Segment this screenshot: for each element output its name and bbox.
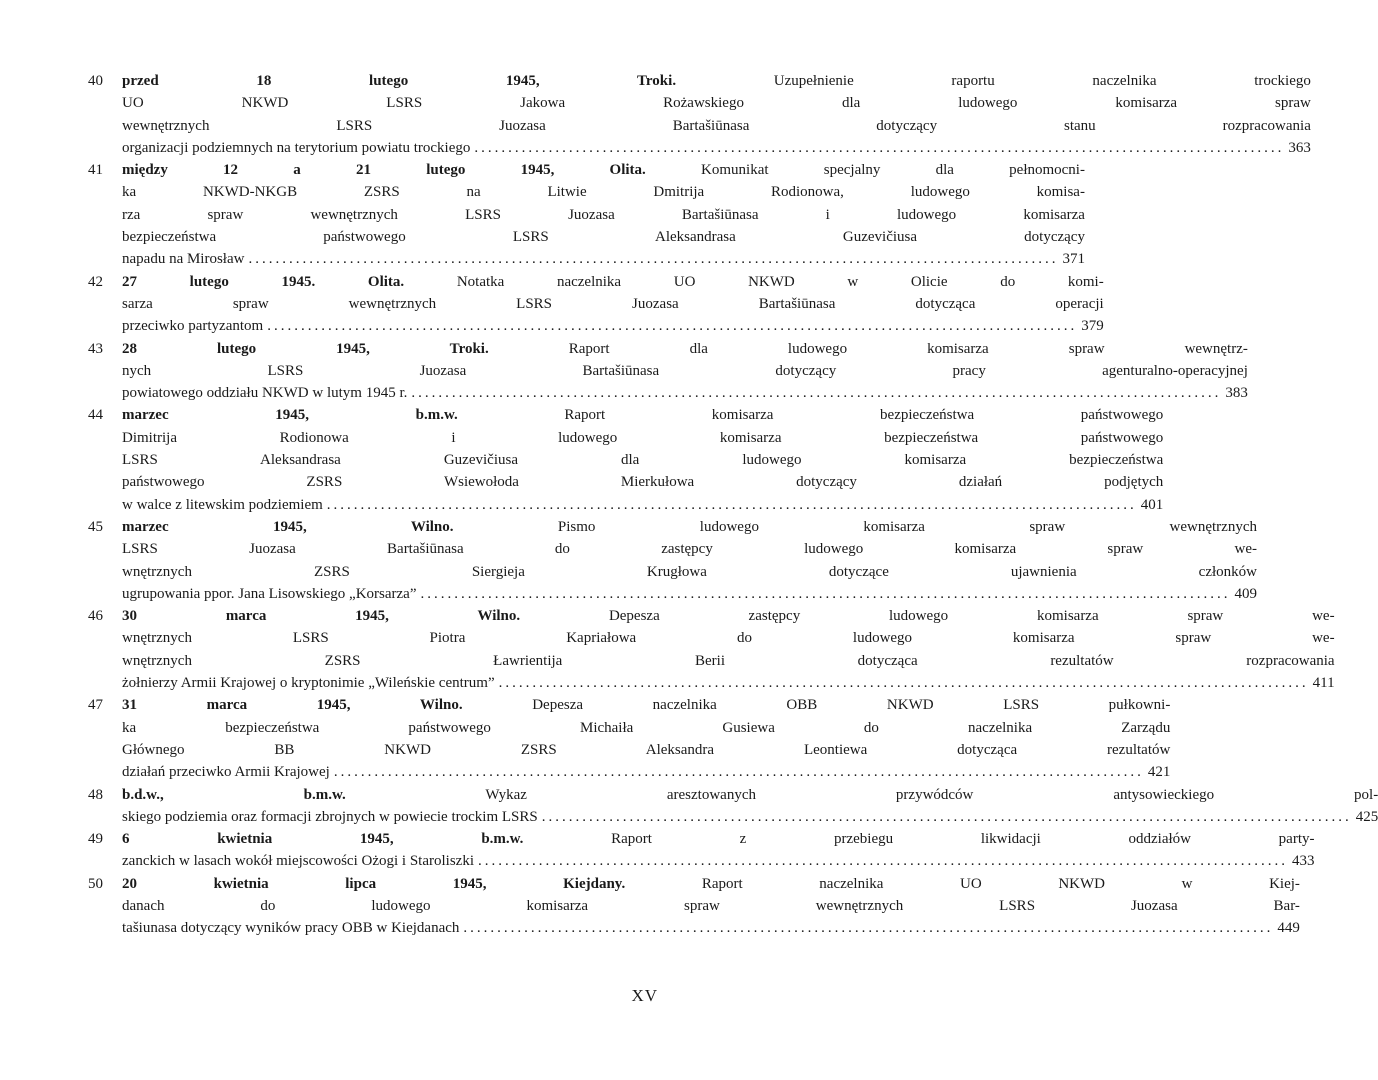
entry-date-place: 28 lutego 1945, Troki. <box>122 340 489 357</box>
toc-entry <box>88 159 1085 270</box>
entry-text: napadu na Mirosław <box>122 251 245 268</box>
entry-body <box>122 694 1170 783</box>
entry-body <box>122 784 1378 829</box>
entry-date-place: 30 marca 1945, Wilno. <box>122 608 521 625</box>
entry-line <box>122 181 1085 203</box>
dot-leader: ........................................................................................................................ <box>498 675 1309 692</box>
entry-text: Głównego BB NKWD ZSRS Aleksandra Leontiewa dotycząca rezultatów <box>122 741 1171 758</box>
dot-leader: ........................................................................................................................ <box>463 920 1274 937</box>
dot-leader: ........................................................................................................................ <box>478 853 1288 870</box>
entry-page-number: 409 <box>1234 585 1257 602</box>
entry-text: Depesza zastępcy ludowego komisarza spraw we- <box>520 608 1335 625</box>
entry-number: 47 <box>88 697 103 714</box>
entry-number: 44 <box>88 407 103 424</box>
entry-text: bezpieczeństwa państwowego LSRS Aleksandrasa Guzevičiusa dotyczący <box>122 229 1085 246</box>
entry-text: LSRS Juozasa Bartašiūnasa do zastępcy ludowego komisarza spraw we- <box>122 541 1257 558</box>
entry-text: Depesza naczelnika OBB NKWD LSRS pułkowni- <box>462 697 1171 714</box>
dot-leader: ........................................................................................................................ <box>420 585 1231 602</box>
entry-text: Raport dla ludowego komisarza spraw wewnętrz- <box>488 340 1248 357</box>
entry-last-line <box>122 315 1104 337</box>
entry-last-line <box>122 494 1163 516</box>
entry-text: nych LSRS Juozasa Bartašiūnasa dotyczący pracy agenturalno-operacyjnej <box>122 362 1248 379</box>
entry-text: państwowego ZSRS Wsiewołoda Mierkułowa dotyczący działań podjętych <box>122 474 1164 491</box>
toc-entry <box>88 694 1171 783</box>
toc-entry <box>88 404 1164 515</box>
entry-text: wnętrznych ZSRS Siergieja Krugłowa dotyczące ujawnienia członków <box>122 563 1257 580</box>
entry-line <box>122 873 1300 895</box>
entry-page-number: 411 <box>1312 675 1335 692</box>
toc-entry <box>88 516 1257 605</box>
entry-date-place: marzec 1945, b.m.w. <box>122 407 458 424</box>
toc-entry <box>88 338 1248 405</box>
entry-line <box>122 694 1170 716</box>
entry-page-number: 371 <box>1062 251 1085 268</box>
page-number: XV <box>631 986 658 1005</box>
entry-text: organizacji podziemnych na terytorium powiatu trockiego <box>122 139 471 156</box>
entry-text: Dimitrija Rodionowa i ludowego komisarza bezpieczeństwa państwowego <box>122 429 1164 446</box>
entry-number: 50 <box>88 875 103 892</box>
entry-body <box>122 828 1315 873</box>
entry-page-number: 379 <box>1081 318 1104 335</box>
entry-body <box>122 404 1163 515</box>
entry-body <box>122 873 1300 940</box>
entry-number: 42 <box>88 273 103 290</box>
toc-entry <box>88 784 1378 829</box>
entry-line <box>122 449 1163 471</box>
entry-last-line <box>122 137 1311 159</box>
entry-last-line <box>122 917 1300 939</box>
entry-text: zanckich w lasach wokół miejscowości Ożogi i Staroliszki <box>122 853 474 870</box>
entry-page-number: 363 <box>1288 139 1311 156</box>
entry-text: LSRS Aleksandrasa Guzevičiusa dla ludowego komisarza bezpieczeństwa <box>122 452 1164 469</box>
entry-date-place: przed 18 lutego 1945, Troki. <box>122 73 677 89</box>
entry-number: 46 <box>88 608 103 625</box>
entry-line <box>122 226 1085 248</box>
entry-date-place: b.d.w., b.m.w. <box>122 786 346 803</box>
dot-leader: ........................................................................................................................ <box>541 808 1352 825</box>
dot-leader: ........................................................................................................................ <box>333 764 1144 781</box>
entry-page-number: 433 <box>1292 853 1315 870</box>
table-of-contents <box>88 70 1378 940</box>
entry-line <box>122 159 1085 181</box>
entry-body <box>122 516 1257 605</box>
entry-text: UO NKWD LSRS Jakowa Rożawskiego dla ludowego komisarza spraw <box>122 95 1311 112</box>
entry-text: działań przeciwko Armii Krajowej <box>122 764 330 781</box>
entry-text: skiego podziemia oraz formacji zbrojnych w powiecie trockim LSRS <box>122 808 538 825</box>
entry-text: ugrupowania ppor. Jana Lisowskiego „Korsarza” <box>122 585 417 602</box>
entry-text: w walce z litewskim podziemiem <box>122 496 323 513</box>
entry-text: Raport naczelnika UO NKWD w Kiej- <box>625 875 1300 892</box>
entry-date-place: marzec 1945, Wilno. <box>122 518 454 535</box>
entry-text: sarza spraw wewnętrznych LSRS Juozasa Bartašiūnasa dotycząca operacji <box>122 295 1104 312</box>
toc-entry <box>88 873 1300 940</box>
entry-last-line <box>122 850 1315 872</box>
entry-line <box>122 828 1315 850</box>
entry-line <box>122 70 1311 92</box>
entry-number: 49 <box>88 831 103 848</box>
entry-line <box>122 739 1170 761</box>
entry-last-line <box>122 248 1085 270</box>
entry-text: powiatowego oddziału NKWD w lutym 1945 r. <box>122 385 408 402</box>
entry-body <box>122 338 1248 405</box>
entry-line <box>122 360 1248 382</box>
entry-body <box>122 605 1335 694</box>
entry-date-place: między 12 a 21 lutego 1945, Olita. <box>122 162 646 179</box>
toc-entry <box>88 828 1315 873</box>
entry-line <box>122 895 1300 917</box>
entry-text: Pismo ludowego komisarza spraw wewnętrznych <box>453 518 1257 535</box>
entry-date-place: 6 kwietnia 1945, b.m.w. <box>122 831 524 848</box>
entry-text: Komunikat specjalny dla pełnomocni- <box>645 162 1085 179</box>
entry-line <box>122 92 1311 114</box>
entry-text: rza spraw wewnętrznych LSRS Juozasa Bartašiūnasa i ludowego komisarza <box>122 206 1085 223</box>
entry-line <box>122 650 1335 672</box>
entry-date-place: 27 lutego 1945. Olita. <box>122 273 405 290</box>
entry-number: 45 <box>88 518 103 535</box>
entry-page-number: 401 <box>1140 496 1164 513</box>
entry-text: tašiunasa dotyczący wyników pracy OBB w Kiejdanach <box>122 920 460 937</box>
entry-date-place: 31 marca 1945, Wilno. <box>122 697 463 714</box>
entry-number: 48 <box>88 786 103 803</box>
entry-number: 40 <box>88 73 103 89</box>
entry-line <box>122 784 1378 806</box>
dot-leader: ........................................................................................................................ <box>326 496 1137 513</box>
entry-text: Uzupełnienie raportu naczelnika trockiego <box>676 73 1311 89</box>
entry-body <box>122 159 1085 270</box>
entry-text: danach do ludowego komisarza spraw wewnętrznych LSRS Juozasa Bar- <box>122 897 1300 914</box>
entry-number: 43 <box>88 340 103 357</box>
entry-page-number: 449 <box>1277 920 1300 937</box>
entry-page-number: 425 <box>1355 808 1378 825</box>
dot-leader: ........................................................................................................................ <box>267 318 1078 335</box>
entry-line <box>122 717 1170 739</box>
entry-line <box>122 293 1104 315</box>
entry-body <box>122 271 1104 338</box>
entry-page-number: 383 <box>1225 385 1248 402</box>
entry-line <box>122 561 1257 583</box>
entry-last-line <box>122 761 1170 783</box>
entry-line <box>122 271 1104 293</box>
entry-text: ka NKWD-NKGB ZSRS na Litwie Dmitrija Rodionowa, ludowego komisa- <box>122 184 1085 201</box>
entry-text: Raport z przebiegu likwidacji oddziałów party- <box>523 831 1315 848</box>
entry-line <box>122 627 1335 649</box>
dot-leader: ........................................................................................................................ <box>248 251 1059 268</box>
entry-line <box>122 605 1335 627</box>
entry-number: 41 <box>88 162 103 179</box>
entry-last-line <box>122 672 1335 694</box>
entry-text: wnętrznych ZSRS Ławrientija Berii dotycząca rezultatów rozpracowania <box>122 652 1335 669</box>
entry-body <box>122 70 1311 159</box>
entry-line <box>122 471 1163 493</box>
entry-text: żołnierzy Armii Krajowej o kryptonimie „Wileńskie centrum” <box>122 675 495 692</box>
entry-text: Wykaz aresztowanych przywódców antysowieckiego pol- <box>345 786 1378 803</box>
toc-entry <box>88 271 1104 338</box>
entry-text: ka bezpieczeństwa państwowego Michaiła Gusiewa do naczelnika Zarządu <box>122 719 1171 736</box>
entry-line <box>122 404 1163 426</box>
dot-leader: ........................................................................................................................ <box>474 139 1285 156</box>
entry-last-line <box>122 806 1378 828</box>
entry-page-number: 421 <box>1147 764 1171 781</box>
toc-entry <box>88 70 1311 159</box>
dot-leader: ........................................................................................................................ <box>411 385 1222 402</box>
entry-date-place: 20 kwietnia lipca 1945, Kiejdany. <box>122 875 626 892</box>
entry-text: Notatka naczelnika UO NKWD w Olicie do komi- <box>404 273 1104 290</box>
entry-last-line <box>122 382 1248 404</box>
entry-text: Raport komisarza bezpieczeństwa państwowego <box>457 407 1164 424</box>
entry-line <box>122 427 1163 449</box>
entry-line <box>122 516 1257 538</box>
entry-line <box>122 204 1085 226</box>
entry-last-line <box>122 583 1257 605</box>
toc-entry <box>88 605 1335 694</box>
entry-line <box>122 338 1248 360</box>
entry-text: wewnętrznych LSRS Juozasa Bartašiūnasa dotyczący stanu rozpracowania <box>122 117 1311 134</box>
entry-text: wnętrznych LSRS Piotra Kapriałowa do ludowego komisarza spraw we- <box>122 630 1335 647</box>
entry-text: przeciwko partyzantom <box>122 318 264 335</box>
entry-line <box>122 115 1311 137</box>
entry-line <box>122 538 1257 560</box>
